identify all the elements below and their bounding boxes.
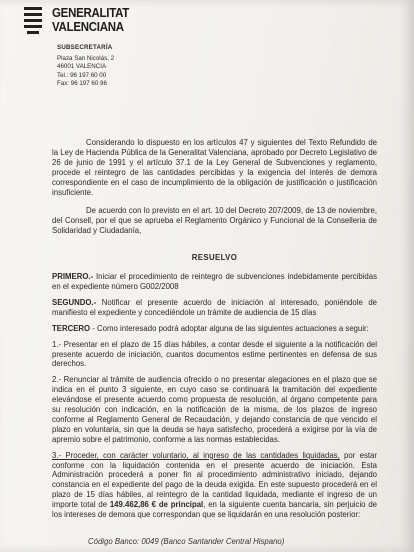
item-3-heading: 3.- Proceder, con carácter voluntario, al ingreso de las cantidades liquidadas, <box>52 450 340 460</box>
logo-line-2: VALENCIANA <box>52 20 124 34</box>
item-3-text: por estar conforme con la liquidación contenida en el presente acuerdo de iniciación. Esta Administración procederá a poner fin al procedimiento administrativo iniciado, dejando constancia en el expediente del pago de la deuda exigida. En este supuesto procederá en el plazo de 15 días hábiles, al reintegro de la cantidad liquidada, mediante el ingreso de un importe total de <box>52 450 377 510</box>
tercero-label: TERCERO <box>52 323 91 333</box>
paragraph-de-acuerdo: De acuerdo con lo previsto en el art. 10 del Decreto 207/2009, de 13 de noviembre, del Consell, por el que se aprueba el Reglamento Orgánico y Funcional de la Conselleria de Solidaridad y Ciudadanía, <box>52 206 377 236</box>
list-item-3 <box>52 451 377 520</box>
document-body <box>52 138 377 520</box>
item-3-amount: 149.462,86 € de principal <box>109 500 204 510</box>
resolution-title: RESUELVO <box>191 253 238 263</box>
segundo-label: SEGUNDO.- <box>52 297 97 307</box>
sender-block <box>57 44 114 88</box>
paragraph-tercero <box>52 324 377 334</box>
tercero-text: - Como interesado podrá adoptar alguna de las siguientes actuaciones a seguir: <box>90 323 369 333</box>
sender-phone: Tel.: 96 197 60 00 <box>57 71 107 79</box>
paragraph-considerando: Considerando lo dispuesto en los artículos 47 y siguientes del Texto Refundido de la Ley de Hacienda Pública de la Generalitat Valenciana, aprobado por Decreto Legislativo de 26 de junio de 1991 y el artículo 37.1 de la Ley General de Subvenciones y reglamento, procede el reintegro de las cantidades percibidas y la exigencia del interés de demora correspondiente en el caso de incumplimiento de la obligación de justificación o justificación insuficiente. <box>52 138 377 197</box>
list-item-1: 1.- Presentar en el plazo de 15 días hábiles, a contar desde el siguiente a la notificación del presente acuerdo de iniciación, cuantos documentos estime pertinentes en defensa de sus derechos. <box>52 339 377 369</box>
list-item-2: 2.- Renunciar al trámite de audiencia ofrecido o no presentar alegaciones en el plazo que se indica en el punto 3 siguiente, en cuyo caso se continuará la tramitación del expediente elevándose el presente acuerdo como propuesta de resolución, al órgano competente para su resolución con indicación, en la notificación de la misma, de los plazos de ingreso conforme al Reglamento General de Recaudación, y dejando constancia de que vencido el plazo en voluntaria, sin que la deuda se haya satisfecho, procederá a exigirse por la vía de apremio sobre el patrimonio, conforme a las normas establecidas. <box>52 375 377 444</box>
sender-fax: Fax: 96 197 60 96 <box>57 79 107 87</box>
generalitat-logo <box>22 6 152 38</box>
segundo-text: Notificar el presente acuerdo de iniciación al interesado, poniéndole de manifiesto el expediente y concediéndole un trámite de audiencia de 15 días <box>52 297 377 317</box>
paragraph-segundo <box>52 298 377 318</box>
logo-line-1: GENERALITAT <box>52 6 130 20</box>
paragraph-primero <box>52 272 377 292</box>
primero-text: Iniciar el procedimiento de reintegro de subvenciones indebidamente percibidas en el expediente número G002/2008 <box>52 272 377 291</box>
sender-address: Plaza San Nicolás, 2 <box>57 55 115 63</box>
sender-department: SUBSECRETARÍA <box>57 44 113 51</box>
bank-code-line: Código Banco: 0049 (Banco Santander Central Hispano) <box>88 537 285 546</box>
generalitat-emblem-icon <box>22 6 44 36</box>
primero-label: PRIMERO.- <box>52 272 94 282</box>
sender-city: 46001 VALENCIA <box>57 63 107 71</box>
item-3-text-end: , en la siguiente cuenta bancaria, sin perjuicio de los intereses de demora que correspondan que se liquidarán en una resolución posterior: <box>52 500 377 520</box>
